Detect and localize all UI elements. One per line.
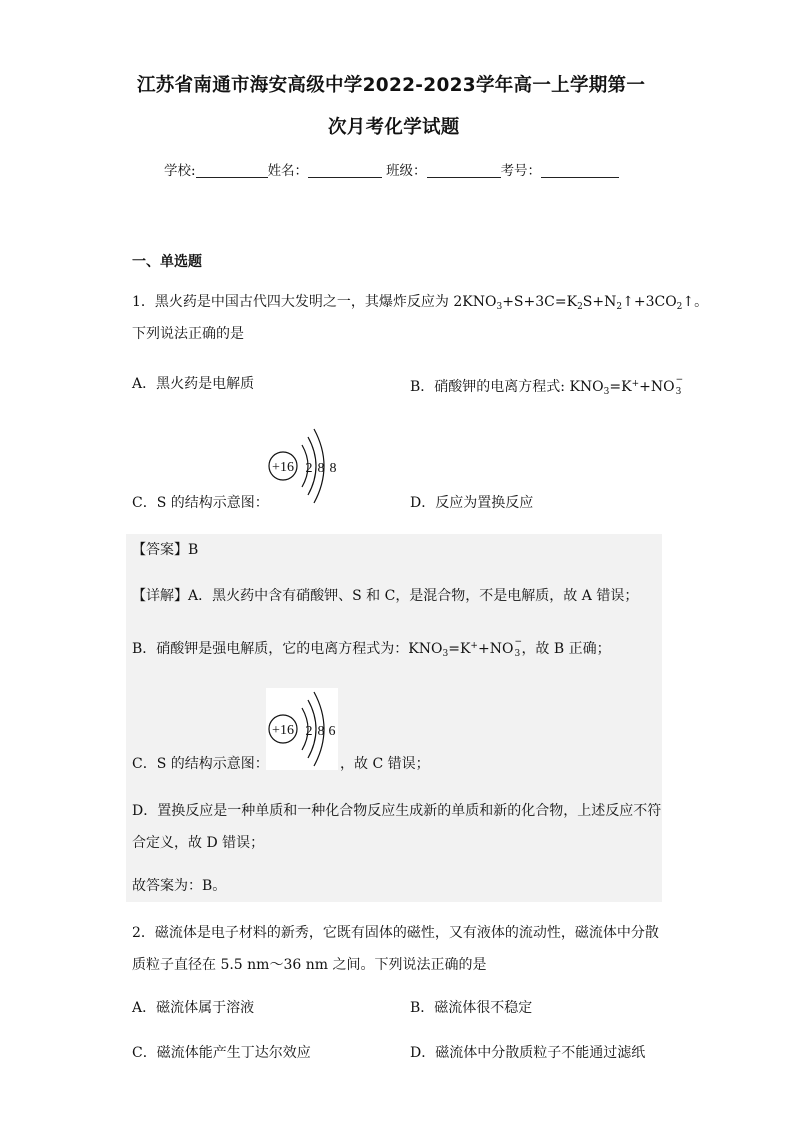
school-label: 学校: bbox=[164, 163, 196, 179]
q1-option-c[interactable]: C．S 的结构示意图： bbox=[132, 495, 269, 511]
shell-electrons-1: 2 bbox=[305, 461, 313, 476]
q1-stem-text: ↑+3CO bbox=[622, 294, 677, 310]
subscript: 3 bbox=[603, 387, 610, 397]
q1-stem-line2: 下列说法正确的是 bbox=[132, 326, 244, 342]
q2-stem-line1: 2．磁流体是电子材料的新秀，它既有固体的磁性，又有液体的流动性，磁流体中分散 bbox=[132, 925, 659, 941]
shell-electrons-3: 6 bbox=[328, 724, 336, 739]
name-blank[interactable] bbox=[308, 163, 382, 178]
class-blank[interactable] bbox=[427, 163, 501, 178]
subscript: 3 bbox=[496, 302, 503, 312]
q1-detail-c-label: C．S 的结构示意图： bbox=[132, 756, 269, 772]
subscript: 3 bbox=[514, 649, 521, 659]
q1-conclusion: 故答案为：B。 bbox=[132, 878, 227, 894]
name-label: 姓名： bbox=[267, 163, 309, 179]
section-heading: 一、单选题 bbox=[132, 254, 202, 270]
q1-detail-d-line2: 合定义，故 D 错误； bbox=[132, 835, 265, 851]
subscript: 2 bbox=[577, 302, 583, 312]
subscript: 3 bbox=[442, 649, 449, 659]
page-title-line1: 江苏省南通市海安高级中学2022-2023学年高一上学期第一 bbox=[137, 75, 646, 96]
q1-sulfur-structure-diagram bbox=[266, 427, 344, 505]
student-info-line bbox=[164, 159, 619, 179]
nucleus-charge: +16 bbox=[272, 723, 294, 738]
q2-option-c[interactable]: C．磁流体能产生丁达尔效应 bbox=[132, 1045, 311, 1061]
shell-electrons-2: 8 bbox=[317, 724, 325, 739]
q2-stem-line2: 质粒子直径在 5.5 nm～36 nm 之间。下列说法正确的是 bbox=[132, 957, 487, 973]
atom-diagram-svg bbox=[266, 427, 344, 505]
q1-stem-text: ↑。 bbox=[682, 294, 709, 310]
q1-detail-c-end: ，故 C 错误； bbox=[340, 756, 430, 772]
q2-option-a[interactable]: A．磁流体属于溶液 bbox=[132, 1000, 255, 1016]
q1-option-b-text: B．硝酸钾的电离方程式: KNO bbox=[410, 379, 604, 395]
q1-detail-b bbox=[132, 636, 611, 664]
q1-stem-text: 1．黑火药是中国古代四大发明之一，其爆炸反应为 2KNO bbox=[132, 294, 497, 310]
nucleus-charge: +16 bbox=[272, 460, 294, 475]
q1-detail-a: 【详解】A．黑火药中含有硝酸钾、S 和 C，是混合物，不是电解质，故 A 错误； bbox=[132, 588, 639, 604]
detail-text: ，故 B 正确； bbox=[521, 641, 611, 657]
nitrate-sup-sub bbox=[513, 637, 522, 659]
subscript: 3 bbox=[675, 387, 682, 397]
superscript: − bbox=[675, 375, 684, 385]
id-blank[interactable] bbox=[541, 163, 619, 178]
shell-electrons-2: 8 bbox=[317, 461, 325, 476]
atom-diagram-svg bbox=[266, 688, 338, 770]
subscript: 2 bbox=[616, 302, 623, 312]
superscript: + bbox=[470, 641, 478, 651]
id-label: 考号： bbox=[500, 163, 542, 179]
page-title-line2: 次月考化学试题 bbox=[328, 117, 460, 138]
class-label: 班级： bbox=[386, 163, 427, 179]
q1-option-b[interactable] bbox=[410, 374, 683, 402]
subscript: 2 bbox=[676, 302, 683, 312]
q1-detail-d-line1: D．置换反应是一种单质和一种化合物反应生成新的单质和新的化合物，上述反应不符 bbox=[132, 803, 662, 819]
detail-sulfur-structure-diagram bbox=[266, 688, 338, 770]
q1-stem-line1 bbox=[132, 292, 708, 317]
shell-electrons-1: 2 bbox=[305, 724, 313, 739]
shell-electrons-3: 8 bbox=[329, 461, 337, 476]
superscript: − bbox=[514, 637, 522, 647]
detail-text: =K bbox=[448, 641, 471, 657]
q1-stem-text: S+N bbox=[582, 294, 617, 310]
q1-answer: 【答案】B bbox=[132, 542, 199, 558]
q1-option-d[interactable]: D．反应为置换反应 bbox=[410, 495, 534, 511]
q2-option-b[interactable]: B．磁流体很不稳定 bbox=[410, 1000, 533, 1016]
school-blank[interactable] bbox=[196, 163, 268, 178]
q1-option-a[interactable]: A．黑火药是电解质 bbox=[132, 376, 255, 392]
q1-option-b-text: +NO bbox=[639, 379, 675, 395]
superscript: + bbox=[631, 379, 640, 389]
detail-text: +NO bbox=[477, 641, 514, 657]
detail-text: B．硝酸钾是强电解质，它的电离方程式为：KNO bbox=[132, 641, 443, 657]
nitrate-sup-sub bbox=[675, 375, 684, 397]
q1-stem-text: +S+3C=K bbox=[502, 294, 578, 310]
q1-option-b-text: =K bbox=[609, 379, 632, 395]
q2-option-d[interactable]: D．磁流体中分散质粒子不能通过滤纸 bbox=[410, 1045, 646, 1061]
